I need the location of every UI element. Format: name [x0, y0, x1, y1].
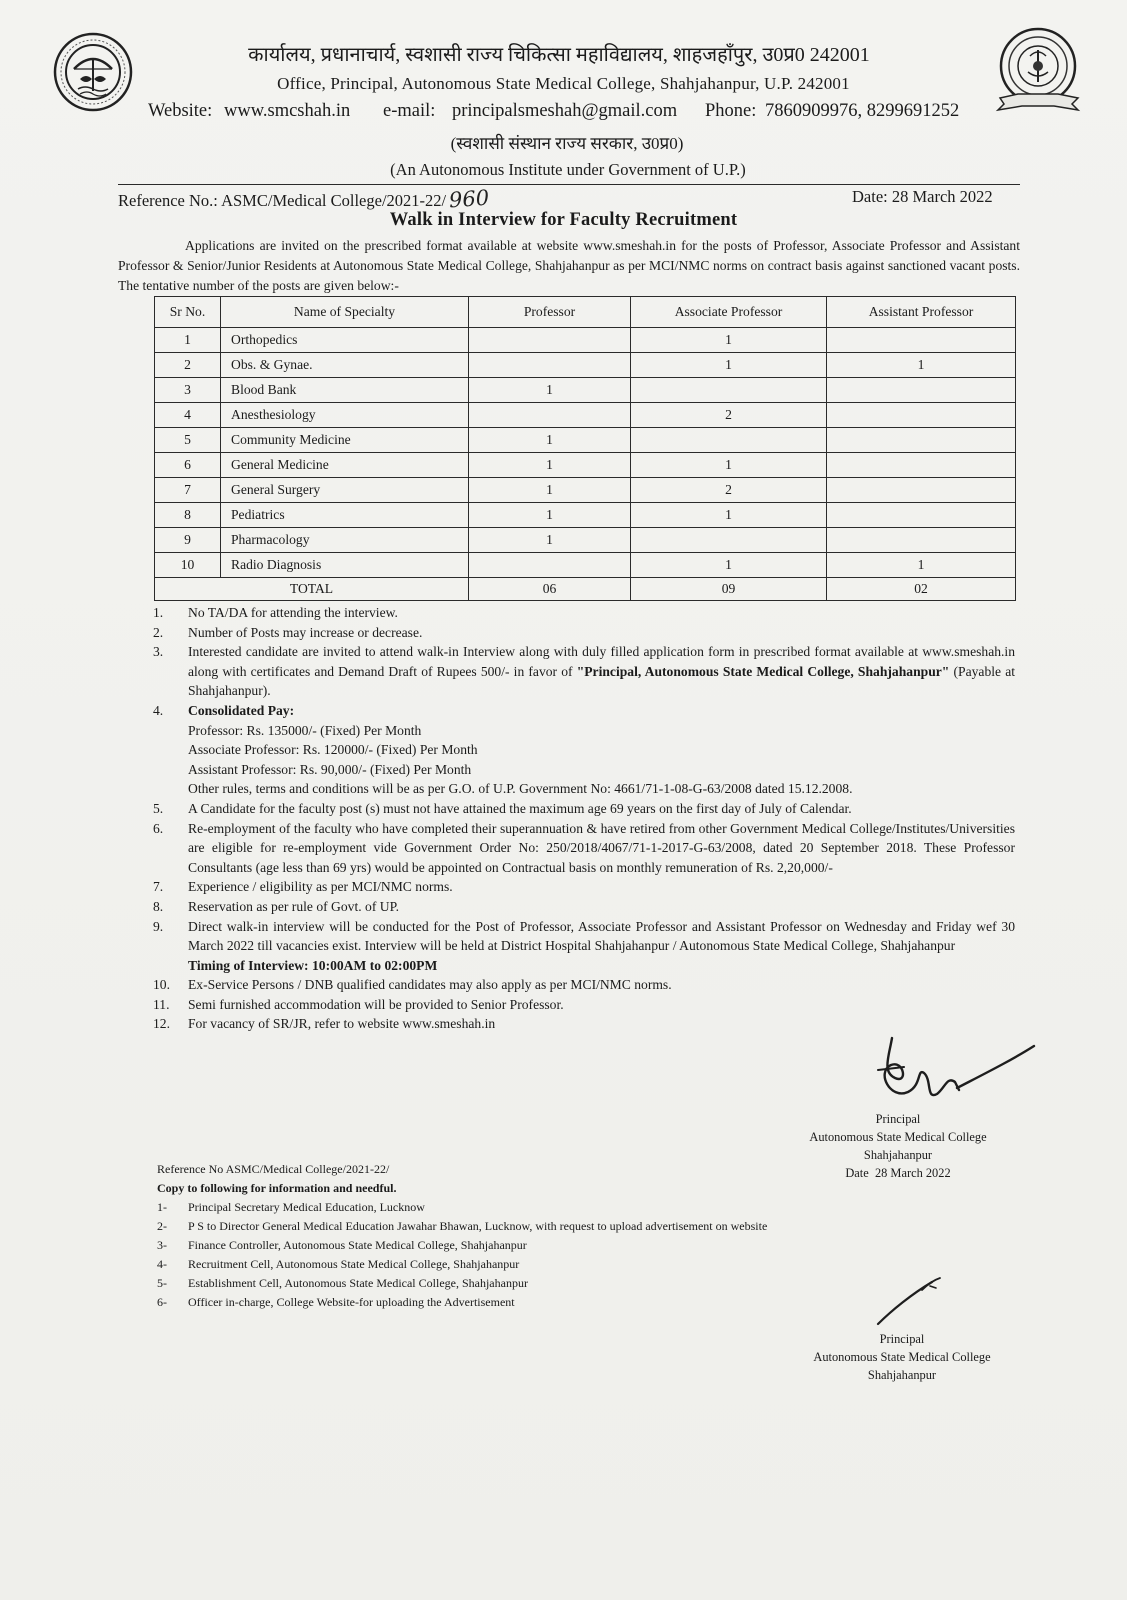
- copy-item-text: Recruitment Cell, Autonomous State Medical College, Shahjahanpur: [188, 1257, 520, 1271]
- copy-reference: Reference No ASMC/Medical College/2021-22/: [157, 1162, 390, 1176]
- sr-no-cell: 5: [155, 428, 221, 453]
- professor-cell: 1: [469, 503, 631, 528]
- list-item: [153, 799, 1015, 819]
- associate-professor-cell: 2: [631, 403, 827, 428]
- item-number: 10.: [153, 977, 170, 993]
- assistant-professor-cell: 1: [827, 553, 1016, 578]
- table-row: [155, 353, 1016, 378]
- list-item: [157, 1255, 767, 1274]
- signature-date-label: Date: [845, 1166, 869, 1180]
- item-number: 9.: [153, 918, 164, 934]
- item-text: Number of Posts may increase or decrease.: [188, 624, 423, 640]
- item-number: 1.: [153, 605, 164, 620]
- associate-professor-cell: [631, 428, 827, 453]
- sr-no-cell: 2: [155, 353, 221, 378]
- column-header-associate-professor: Associate Professor: [631, 297, 827, 328]
- list-item: [153, 623, 1015, 643]
- item-number: 7.: [153, 879, 164, 895]
- table-row: [155, 378, 1016, 403]
- specialty-cell: Pediatrics: [221, 503, 469, 528]
- associate-professor-cell: 2: [631, 478, 827, 503]
- payee-name: "Principal, Autonomous State Medical College, Shahjahanpur": [576, 663, 950, 679]
- specialty-cell: Pharmacology: [221, 528, 469, 553]
- copy-item-number: 2-: [157, 1219, 167, 1233]
- item-text-part: (Payable at Shahjahanpur).: [188, 663, 1016, 699]
- copy-item-text: Principal Secretary Medical Education, Lucknow: [188, 1200, 425, 1214]
- assistant-professor-cell: [827, 453, 1016, 478]
- sr-no-cell: 9: [155, 528, 221, 553]
- professor-cell: 1: [469, 378, 631, 403]
- assistant-professor-cell: 1: [827, 353, 1016, 378]
- assistant-professor-cell: [827, 378, 1016, 403]
- column-header-specialty: Name of Specialty: [221, 297, 469, 328]
- signatory-designation: Principal: [875, 1112, 921, 1126]
- list-item: [153, 917, 1015, 976]
- sr-no-cell: 1: [155, 328, 221, 353]
- list-item: [153, 975, 1015, 995]
- reference-number: ASMC/Medical College/2021-22/: [221, 191, 447, 210]
- list-item: [153, 897, 1015, 917]
- list-item: [157, 1236, 767, 1255]
- list-item: [153, 995, 1015, 1015]
- item-text: Ex-Service Persons / DNB qualified candidates may also apply as per MCI/NMC norms.: [188, 977, 672, 993]
- associate-professor-cell: 1: [631, 453, 827, 478]
- terms-list: [153, 603, 1015, 1034]
- list-item: [157, 1274, 767, 1293]
- consolidated-pay-block: [188, 701, 1015, 799]
- copy-to-section: [157, 1160, 767, 1312]
- header-divider: [118, 184, 1020, 185]
- list-item: [153, 603, 1015, 623]
- signature-block-1: [778, 1110, 1018, 1182]
- interview-timing: Timing of Interview: 10:00AM to 02:00PM: [188, 957, 438, 973]
- copy-item-text: P S to Director General Medical Education Jawahar Bhawan, Lucknow, with request to upload advertisement on website: [188, 1219, 768, 1233]
- associate-professor-cell: [631, 378, 827, 403]
- column-header-sr-no: Sr No.: [155, 297, 221, 328]
- professor-cell: [469, 553, 631, 578]
- assistant-professor-cell: [827, 328, 1016, 353]
- pay-rules-line: Other rules, terms and conditions will be as per G.O. of U.P. Government No: 4661/71-1-08-G-63/2008 dated 15.12.2008.: [188, 781, 853, 797]
- list-item: [153, 701, 1015, 799]
- item-text: Re-employment of the faculty who have completed their superannuation & have retired from other Government Medical College/Institutes/Universities are eligible for re-employment vide Government Order No: 250/2018/4067/71-1-2017-G-63/2008, dated 20 September 2018. These Professor Consultants (age less than 69 yrs) would be appointed on Contractual basis on monthly remuneration of Rs. 2,20,000/-: [188, 820, 1015, 875]
- hindi-office-title: कार्यालय, प्रधानाचार्य, स्वशासी राज्य चिकित्सा महाविद्यालय, शाहजहाँपुर, उ0प्र0 242001: [248, 44, 870, 66]
- item-number: 2.: [153, 624, 164, 640]
- assistant-professor-cell: [827, 403, 1016, 428]
- specialty-cell: General Medicine: [221, 453, 469, 478]
- principal-signature: [862, 1030, 1042, 1112]
- professor-cell: 1: [469, 453, 631, 478]
- list-item: [153, 819, 1015, 878]
- associate-professor-cell: 1: [631, 503, 827, 528]
- principal-signature-copy: [874, 1276, 946, 1328]
- associate-professor-cell: [631, 528, 827, 553]
- date-label: Date:: [852, 187, 888, 206]
- professor-cell: [469, 353, 631, 378]
- professor-cell: [469, 328, 631, 353]
- specialty-cell: General Surgery: [221, 478, 469, 503]
- sr-no-cell: 8: [155, 503, 221, 528]
- table-total-row: [155, 578, 1016, 601]
- sr-no-cell: 10: [155, 553, 221, 578]
- sr-no-cell: 6: [155, 453, 221, 478]
- vacancy-table: [154, 296, 1016, 601]
- total-professor-cell: 06: [469, 578, 631, 601]
- signature-date: [778, 1164, 1018, 1182]
- total-label-cell: TOTAL: [155, 578, 469, 601]
- list-item: [153, 642, 1015, 701]
- pay-line-assistant-professor: Assistant Professor: Rs. 90,000/- (Fixed) Per Month: [188, 761, 472, 777]
- column-header-assistant-professor: Assistant Professor: [827, 297, 1016, 328]
- signatory-institution: Autonomous State Medical College: [813, 1350, 991, 1364]
- associate-professor-cell: 1: [631, 353, 827, 378]
- table-row: [155, 553, 1016, 578]
- total-associate-professor-cell: 09: [631, 578, 827, 601]
- table-row: [155, 528, 1016, 553]
- total-assistant-professor-cell: 02: [827, 578, 1016, 601]
- signature-date-value: 28 March 2022: [874, 1166, 951, 1180]
- item-text: Experience / eligibility as per MCI/NMC norms.: [188, 879, 453, 895]
- reference-label: Reference No.:: [118, 191, 218, 210]
- phone-numbers: 7860909976, 8299691252: [765, 101, 960, 121]
- table-row: [155, 503, 1016, 528]
- copy-item-text: Officer in-charge, College Website-for uploading the Advertisement: [188, 1295, 515, 1309]
- item-number: 12.: [153, 1016, 170, 1032]
- reference-line: [118, 187, 489, 211]
- item-text: For vacancy of SR/JR, refer to website www.smeshah.in: [188, 1016, 496, 1032]
- interview-schedule-block: [188, 917, 1015, 976]
- specialty-cell: Obs. & Gynae.: [221, 353, 469, 378]
- associate-professor-cell: 1: [631, 553, 827, 578]
- item-number: 8.: [153, 898, 164, 914]
- website-address: www.smcshah.in: [224, 101, 351, 121]
- pay-line-professor: Professor: Rs. 135000/- (Fixed) Per Month: [188, 722, 422, 738]
- table-row: [155, 328, 1016, 353]
- item-text: Reservation as per rule of Govt. of UP.: [188, 898, 400, 914]
- phone-label: Phone:: [705, 101, 757, 121]
- hindi-subtitle: (स्वशासी संस्थान राज्य सरकार, उ0प्र0): [450, 134, 684, 153]
- handwritten-reference-number: 960: [448, 185, 491, 213]
- item-number: 3.: [153, 644, 164, 660]
- item-text-part: Interested candidate are invited to attend walk-in Interview along with duly filled application form in prescribed format available at www.smeshah.in along with certificates and Demand Draft of Rupees 500/- in favor of: [188, 644, 1015, 679]
- table-row: [155, 478, 1016, 503]
- sr-no-cell: 3: [155, 378, 221, 403]
- copy-item-number: 5-: [157, 1276, 167, 1290]
- professor-cell: 1: [469, 428, 631, 453]
- list-item: [157, 1293, 767, 1312]
- copy-item-number: 1-: [157, 1200, 167, 1214]
- specialty-cell: Community Medicine: [221, 428, 469, 453]
- sr-no-cell: 4: [155, 403, 221, 428]
- sr-no-cell: 7: [155, 478, 221, 503]
- associate-professor-cell: 1: [631, 328, 827, 353]
- signature-block-2: [782, 1330, 1022, 1384]
- item-text: Semi furnished accommodation will be provided to Senior Professor.: [188, 996, 564, 1012]
- signatory-city: Shahjahanpur: [863, 1148, 933, 1162]
- copy-item-text: Finance Controller, Autonomous State Medical College, Shahjahanpur: [188, 1238, 527, 1252]
- pay-line-associate-professor: Associate Professor: Rs. 120000/- (Fixed) Per Month: [188, 742, 478, 758]
- specialty-cell: Orthopedics: [221, 328, 469, 353]
- copy-heading: Copy to following for information and needful.: [157, 1181, 397, 1195]
- list-item: [153, 877, 1015, 897]
- table-row: [155, 403, 1016, 428]
- professor-cell: 1: [469, 528, 631, 553]
- copy-item-number: 3-: [157, 1238, 167, 1252]
- signatory-city: Shahjahanpur: [867, 1368, 937, 1382]
- item-number: 4.: [153, 702, 164, 718]
- copy-item-number: 6-: [157, 1295, 167, 1309]
- item-text: [188, 642, 1015, 701]
- date-value: 28 March 2022: [891, 187, 993, 206]
- specialty-cell: Radio Diagnosis: [221, 553, 469, 578]
- specialty-cell: Anesthesiology: [221, 403, 469, 428]
- consolidated-pay-heading: Consolidated Pay:: [188, 702, 295, 718]
- table-row: [155, 428, 1016, 453]
- office-address-line: Office, Principal, Autonomous State Medical College, Shahjahanpur, U.P. 242001: [277, 74, 850, 93]
- item-text: No TA/DA for attending the interview.: [188, 605, 398, 620]
- email-label: e-mail:: [383, 101, 436, 121]
- assistant-professor-cell: [827, 428, 1016, 453]
- item-number: 11.: [153, 996, 170, 1012]
- item-text: Direct walk-in interview will be conducted for the Post of Professor, Associate Professor and Assistant Professor on Wednesday and Friday wef 30 March 2022 till vacancies exist. Interview will be held at District Hospital Shahjahanpur / Autonomous State Medical College, Shahjahanpur: [188, 918, 1015, 954]
- issue-date: [852, 187, 993, 207]
- column-header-professor: Professor: [469, 297, 631, 328]
- copy-item-number: 4-: [157, 1257, 167, 1271]
- table-row: [155, 453, 1016, 478]
- signatory-institution: Autonomous State Medical College: [809, 1130, 987, 1144]
- english-subtitle: (An Autonomous Institute under Government of U.P.): [390, 160, 746, 179]
- assistant-professor-cell: [827, 528, 1016, 553]
- intro-paragraph: Applications are invited on the prescribed format available at website www.smeshah.in for the posts of Professor, Associate Professor and Assistant Professor & Senior/Junior Residents at Autonomous State Medical College, Shahjahanpur as per MCI/NMC norms on contract basis against sanctioned vacant posts. The tentative number of the posts are given below:-: [118, 238, 1020, 293]
- assistant-professor-cell: [827, 503, 1016, 528]
- professor-cell: 1: [469, 478, 631, 503]
- item-number: 5.: [153, 800, 164, 816]
- list-item: [157, 1198, 767, 1217]
- copy-item-text: Establishment Cell, Autonomous State Medical College, Shahjahanpur: [188, 1276, 528, 1290]
- assistant-professor-cell: [827, 478, 1016, 503]
- email-address: principalsmeshah@gmail.com: [452, 101, 678, 121]
- specialty-cell: Blood Bank: [221, 378, 469, 403]
- document-title: Walk in Interview for Faculty Recruitment: [389, 210, 738, 230]
- table-header-row: [155, 297, 1016, 328]
- website-label: Website:: [148, 101, 213, 121]
- item-number: 6.: [153, 820, 164, 836]
- professor-cell: [469, 403, 631, 428]
- item-text: A Candidate for the faculty post (s) must not have attained the maximum age 69 years on the first day of July of Calendar.: [188, 800, 852, 816]
- signatory-designation: Principal: [879, 1332, 925, 1346]
- list-item: [157, 1217, 767, 1236]
